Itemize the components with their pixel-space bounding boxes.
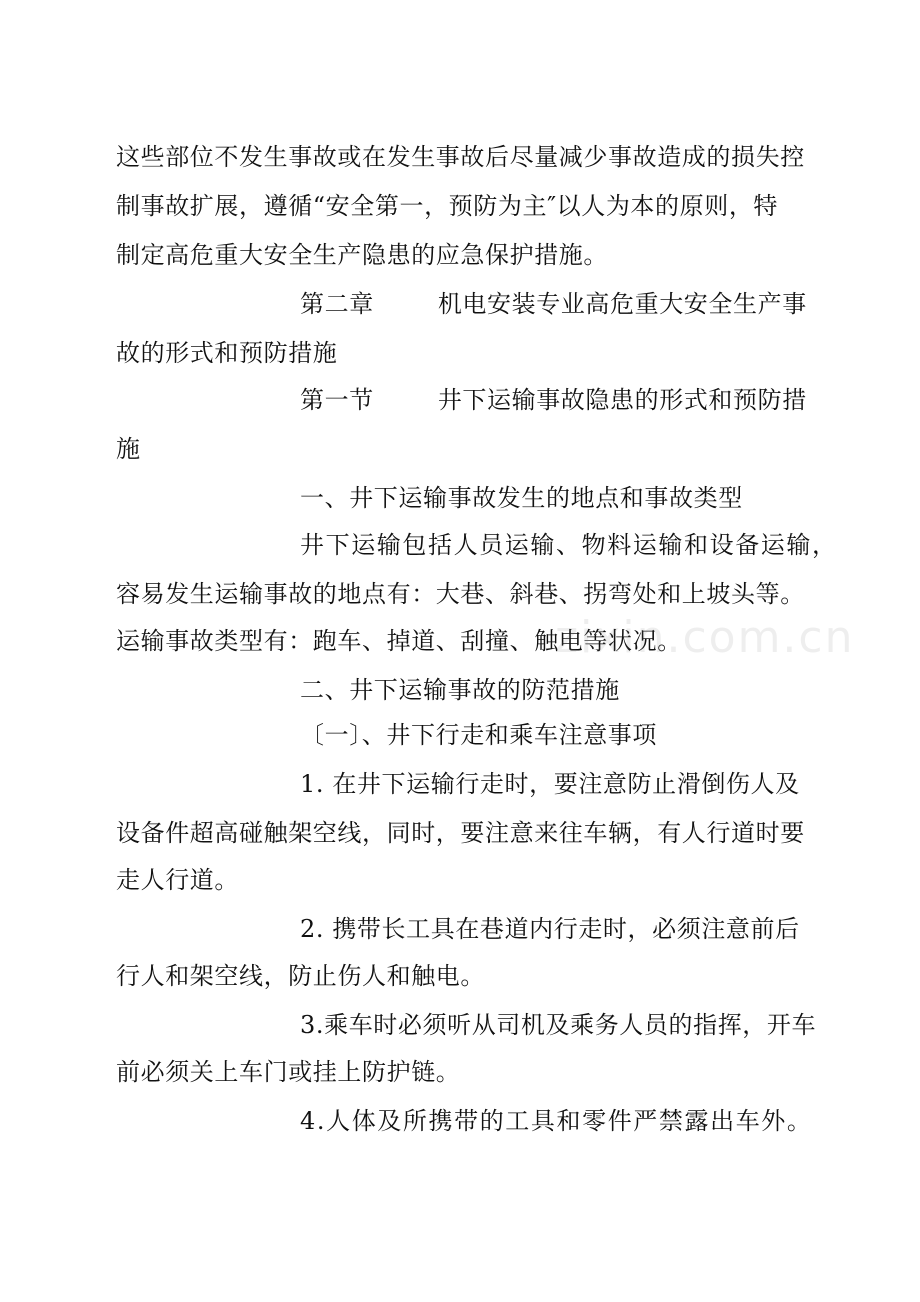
intro-line-2: 制事故扩展，遵循“安全第一，预防为主″以人为本的原则，特 (116, 192, 779, 220)
subheading-1: 〔一〕、井下行走和乘车注意事项 (300, 721, 657, 749)
chapter-title: 机电安装专业高危重大安全生产事 (437, 290, 807, 318)
section-title: 井下运输事故隐患的形式和预防措 (437, 386, 807, 414)
item-3-line-1: 3.乘车时必须听从司机及乘务人员的指挥，开车 (300, 1011, 817, 1039)
section-title-continued: 施 (116, 435, 141, 463)
intro-line-1: 这些部位不发生事故或在发生事故后尽量减少事故造成的损失控 (116, 143, 805, 171)
item-1-line-3: 走人行道。 (116, 866, 239, 894)
watermark: zixin.com.cn (555, 612, 855, 663)
item-1-line-1: 1. 在井下运输行走时，要注意防止滑倒伤人及 (300, 770, 800, 798)
section-label: 第一节 (300, 386, 374, 414)
item-1-line-2: 设备件超高碰触架空线，同时，要注意来往车辆，有人行道时要 (116, 819, 805, 847)
body-1-line-3: 运输事故类型有：跑车、掉道、刮撞、触电等状况。 (116, 627, 682, 655)
item-3-line-2: 前必须关上车门或挂上防护链。 (116, 1058, 461, 1086)
section-heading (300, 385, 807, 415)
chapter-title-continued: 故的形式和预防措施 (116, 339, 338, 367)
body-1-line-2: 容易发生运输事故的地点有：大巷、斜巷、拐弯处和上坡头等。 (116, 580, 805, 608)
intro-line-3: 制定高危重大安全生产隐患的应急保护措施。 (116, 241, 608, 269)
item-2-line-2: 行人和架空线，防止伤人和触电。 (116, 962, 485, 990)
item-4-line-1: 4.人体及所携带的工具和零件严禁露出车外。 (300, 1107, 813, 1135)
item-2-line-1: 2. 携带长工具在巷道内行走时，必须注意前后 (300, 915, 800, 943)
chapter-label: 第二章 (300, 290, 374, 318)
body-1-line-1: 井下运输包括人员运输、物料运输和设备运输， (300, 531, 838, 559)
heading-2: 二、井下运输事故的防范措施 (300, 676, 620, 704)
chapter-heading (300, 289, 807, 319)
heading-1: 一、井下运输事故发生的地点和事故类型 (300, 484, 743, 512)
